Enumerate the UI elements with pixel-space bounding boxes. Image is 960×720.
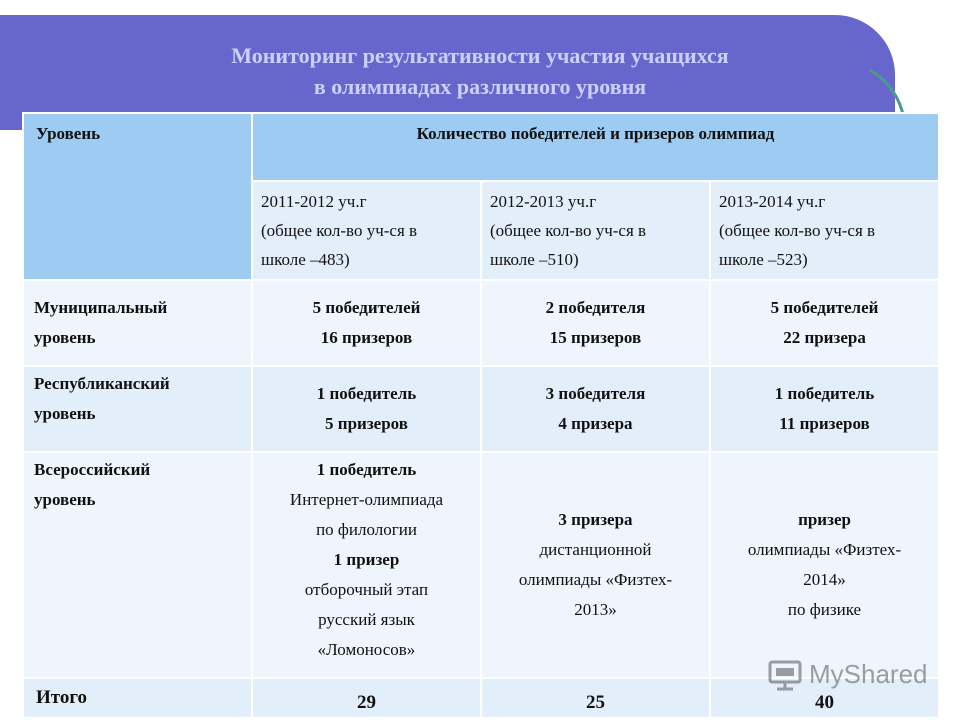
russia-row: [23, 452, 939, 678]
olympiad-name: 2013»: [574, 600, 617, 619]
result-cell: [252, 280, 481, 366]
prize-winners: 5 призеров: [325, 414, 408, 433]
year-label: 2012-2013 уч.г: [490, 192, 597, 211]
year-cell: [481, 181, 710, 280]
prize-winners: 22 призера: [783, 328, 866, 347]
winners: 2 победителя: [545, 298, 646, 317]
level-label: [23, 452, 252, 678]
prize-winners: 4 призера: [558, 414, 633, 433]
result-cell: [481, 366, 710, 452]
level-name: Республиканский: [34, 374, 170, 393]
year-label: 2011-2012 уч.г: [261, 192, 367, 211]
olympiad-name: олимпиады «Физтех-: [747, 540, 902, 559]
title-line-2: в олимпиадах различного уровня: [313, 74, 647, 99]
level-suffix: уровень: [34, 328, 96, 347]
results-table: [22, 112, 940, 719]
year-note: (общее кол-во уч-ся в: [261, 221, 418, 240]
prize-winners: 15 призеров: [549, 328, 642, 347]
olympiad-subject: по физике: [787, 600, 862, 619]
total-value: 25: [481, 678, 710, 718]
winners: 1 победитель: [774, 384, 875, 403]
olympiad-subject: русский язык: [318, 610, 415, 629]
winners: 1 победитель: [316, 460, 417, 479]
level-suffix: уровень: [34, 490, 96, 509]
year-cell: [252, 181, 481, 280]
winners: 5 победителей: [312, 298, 421, 317]
municipal-row: [23, 280, 939, 366]
level-suffix: уровень: [34, 404, 96, 423]
level-label: [23, 366, 252, 452]
prize-winners: 11 призеров: [779, 414, 870, 433]
level-name: Всероссийский: [34, 460, 151, 479]
prize-winners: призер: [798, 510, 851, 529]
watermark: [767, 654, 937, 694]
year-label: 2013-2014 уч.г: [719, 192, 826, 211]
year-note: (общее кол-во уч-ся в: [490, 221, 647, 240]
result-cell: [252, 452, 481, 678]
level-name: Муниципальный: [34, 298, 168, 317]
title-line-1: Мониторинг результативности участия учащихся: [231, 43, 729, 68]
result-cell: [710, 280, 939, 366]
total-label: Итого: [23, 678, 252, 718]
year-note: (общее кол-во уч-ся в: [719, 221, 876, 240]
result-cell: [710, 452, 939, 678]
year-note: школе –483): [261, 250, 350, 269]
result-cell: [252, 366, 481, 452]
total-value: 40: [710, 678, 939, 718]
prize-winners: 16 призеров: [320, 328, 413, 347]
olympiad-name: дистанционной: [539, 540, 652, 559]
result-cell: [710, 366, 939, 452]
winners: 1 победитель: [316, 384, 417, 403]
watermark-text: MyShared: [809, 658, 928, 689]
result-cell: [481, 452, 710, 678]
year-note: школе –510): [490, 250, 579, 269]
year-cell: [710, 181, 939, 280]
level-label: [23, 280, 252, 366]
prize-winners: 1 призер: [333, 550, 400, 569]
header-row: [23, 113, 939, 181]
header-level: Уровень: [23, 113, 252, 280]
total-value: 29: [252, 678, 481, 718]
olympiad-name: 2014»: [803, 570, 846, 589]
presentation-icon: [767, 656, 803, 692]
olympiad-name: «Ломоносов»: [317, 640, 416, 659]
slide-title: [0, 40, 960, 102]
year-note: школе –523): [719, 250, 808, 269]
republic-row: [23, 366, 939, 452]
winners: 5 победителей: [770, 298, 879, 317]
header-count: Количество победителей и призеров олимпиад: [252, 113, 939, 181]
olympiad-name: олимпиады «Физтех-: [518, 570, 673, 589]
olympiad-stage: отборочный этап: [304, 580, 429, 599]
result-cell: [481, 280, 710, 366]
olympiad-subject: по филологии: [316, 520, 417, 539]
prize-winners: 3 призера: [558, 510, 633, 529]
olympiad-name: Интернет-олимпиада: [289, 490, 444, 509]
winners: 3 победителя: [545, 384, 646, 403]
